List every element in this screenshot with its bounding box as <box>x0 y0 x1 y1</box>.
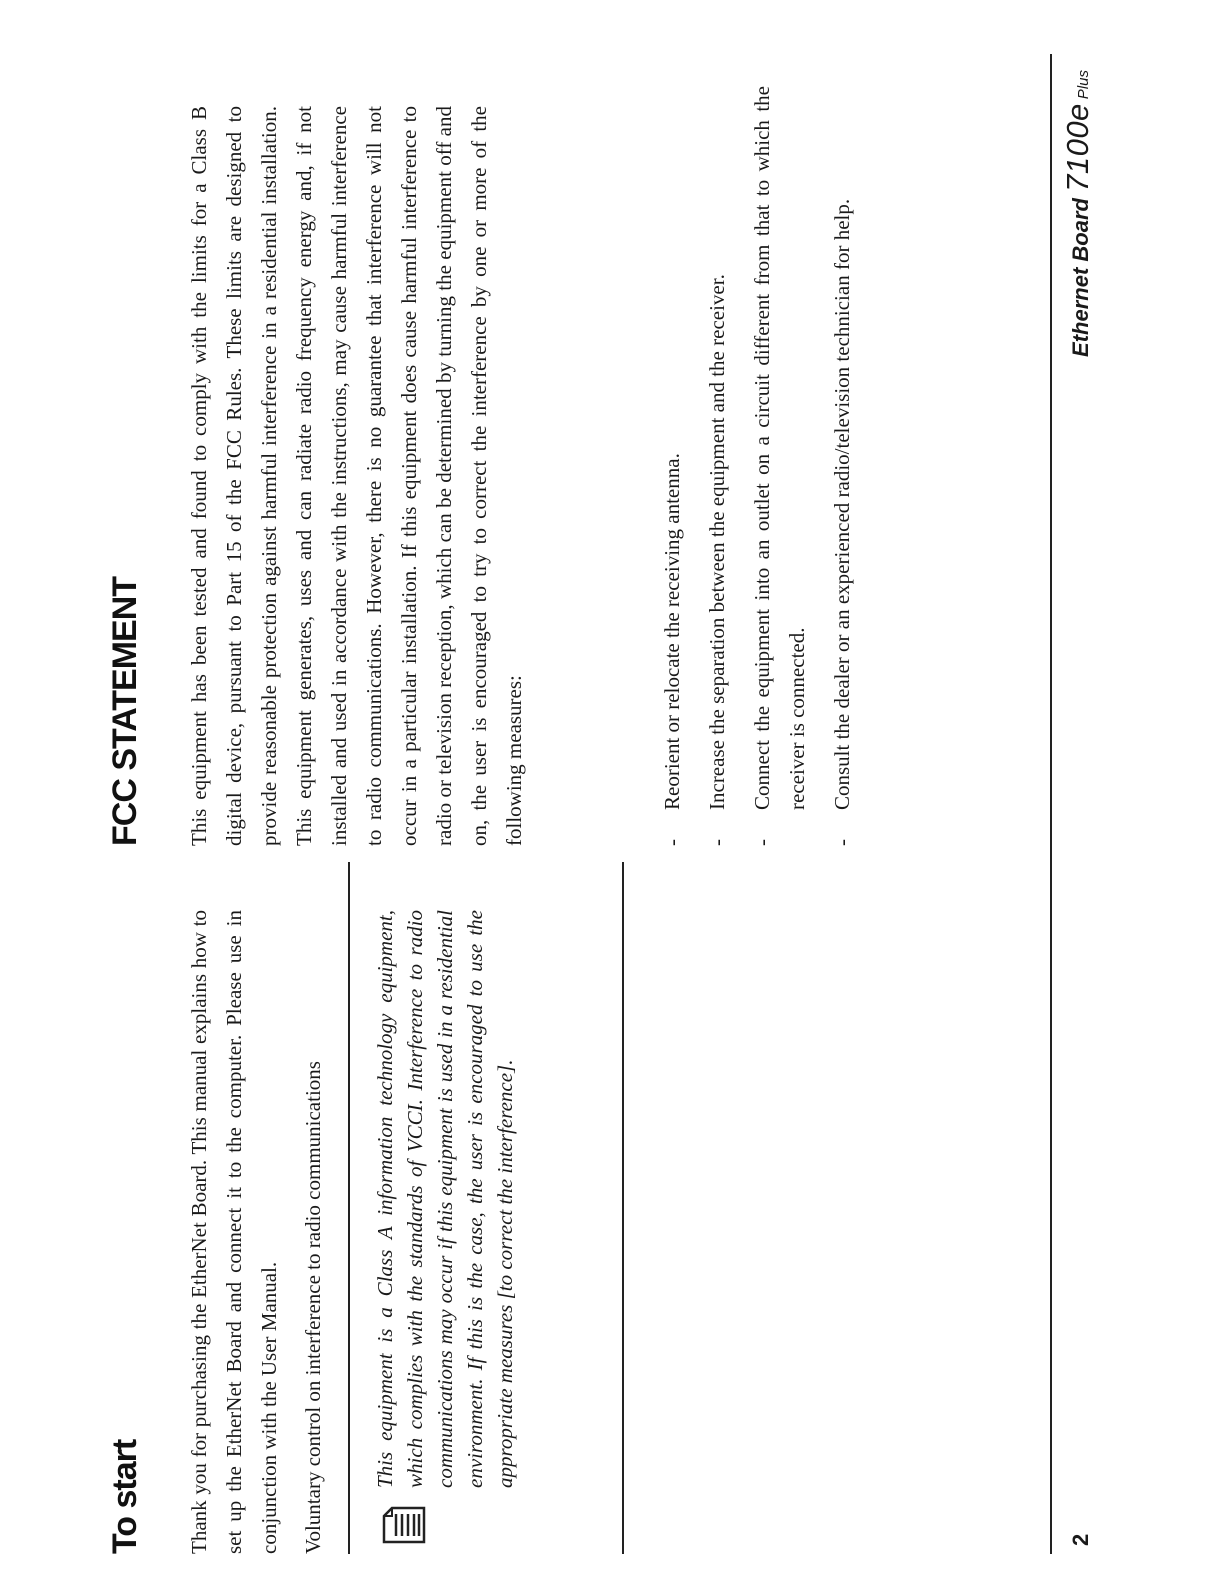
product-model: 7100e <box>1060 103 1095 192</box>
measures-list <box>655 86 870 846</box>
fcc-paragraph: This equipment has been tested and found to comply with the limits for a Class B digital device, pursuant to Part 15 of the FCC Rules. These limits are designed to provide reasonable protection against harmful interference in a residential installation. This equipment generates, uses and can radiate radio frequency energy and, if not installed and used in accordance with the instructions, may cause harmful interference to radio communications. However, there is no guarantee that interference will not occur in a particular installation. If this equipment does cause harmful interference to radio or television reception, which can be determined by turning the equipment off and on, the user is encouraged to try to correct the interference by one or more of the following measures: <box>187 106 526 846</box>
divider-top <box>348 862 350 1554</box>
vcc-line: Voluntary control on interference to radio communications <box>301 1061 325 1554</box>
divider-bottom <box>622 862 624 1554</box>
list-item: - Connect the equipment into an outlet on a circuit different from that to which the receiver is connected. <box>750 86 809 846</box>
page-number: 2 <box>1068 1533 1093 1546</box>
vcci-note: This equipment is a Class A information technology equipment, which complies with the standards of VCCI. Interference to radio communications may occur if this equipment is used in a residential environment. If this is the case, the user is encouraged to use the appropriate measures [to correct the interference]. <box>373 910 517 1488</box>
list-item: - Reorient or relocate the receiving antenna. <box>660 453 684 846</box>
product-name-bold: Ethernet Board <box>1068 191 1093 357</box>
list-item: - Increase the separation between the equipment and the receiver. <box>705 274 729 846</box>
section-heading-fcc-statement: FCC STATEMENT <box>106 576 144 846</box>
footer-rule <box>1050 54 1052 1554</box>
product-suffix: Plus <box>1075 70 1092 100</box>
section-heading-to-start: To start <box>106 1439 144 1554</box>
note-icon <box>382 1504 426 1546</box>
intro-paragraph: Thank you for purchasing the EtherNet Board. This manual explains how to set up the EtherNet Board and connect it to the computer. Please use in conjunction with the User Manual. <box>187 910 281 1554</box>
list-item: - Consult the dealer or an experienced radio/television technician for help. <box>830 198 854 846</box>
product-name <box>1060 70 1096 357</box>
